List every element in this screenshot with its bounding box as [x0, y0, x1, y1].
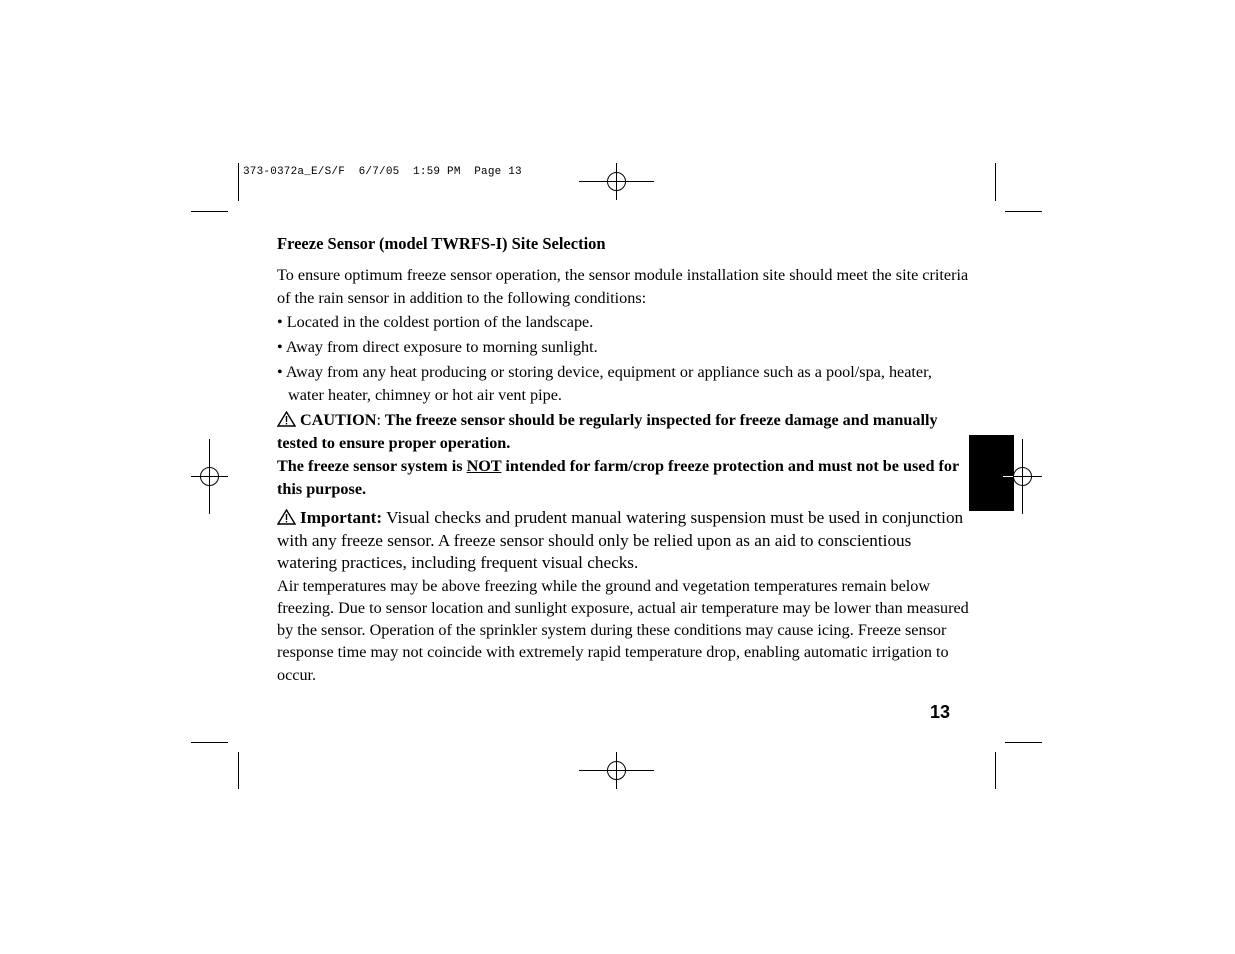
important-text: Visual checks and prudent manual watering suspension must be used in conjunction with any freeze sensor. A freeze sensor should only be relied upon as an aid to conscientious watering practices, including frequent visual checks.: [277, 508, 964, 572]
page-content: [277, 232, 969, 686]
intro-paragraph: To ensure optimum freeze sensor operation, the sensor module installation site should meet the site criteria of the rain sensor in addition to the following conditions:: [277, 266, 969, 307]
air-temperature-paragraph: Air temperatures may be above freezing while the ground and vegetation temperatures remain below freezing. Due to sensor location and sunlight exposure, actual air temperature may be lower than measured by the sensor. Operation of the sprinkler system during these conditions may cause icing. Freeze sensor response time may not coincide with extremely rapid temperature drop, enabling automatic irrigation to occur.: [277, 576, 969, 684]
caution-colon: :: [376, 411, 381, 429]
section-heading: Freeze Sensor (model TWRFS-I) Site Selection: [277, 234, 606, 253]
not-intended-notice: [277, 455, 969, 501]
important-label: Important:: [300, 508, 383, 527]
important-notice: [277, 507, 969, 575]
print-slug: 373-0372a_E/S/F 6/7/05 1:59 PM Page 13: [243, 166, 522, 178]
caution-label: CAUTION: [300, 411, 377, 429]
not-line-emphasis: NOT: [466, 457, 502, 475]
not-line-after: intended for farm/crop freeze protection and must not be used for this purpose.: [277, 457, 959, 498]
bullet-item: • Located in the coldest portion of the landscape.: [277, 313, 594, 331]
warning-triangle-icon: [277, 509, 296, 525]
caution-text: The freeze sensor should be regularly inspected for freeze damage and manually tested to ensure proper operation.: [277, 411, 938, 452]
not-line-before: The freeze sensor system is: [277, 457, 467, 475]
warning-triangle-icon: [277, 411, 296, 427]
bullet-item: • Away from any heat producing or storing device, equipment or appliance such as a pool/spa, heater, water heater, chimney or hot air vent pipe.: [277, 363, 932, 404]
bullet-item: • Away from direct exposure to morning sunlight.: [277, 338, 598, 356]
page-number: 13: [930, 702, 951, 722]
caution-notice: [277, 409, 969, 455]
